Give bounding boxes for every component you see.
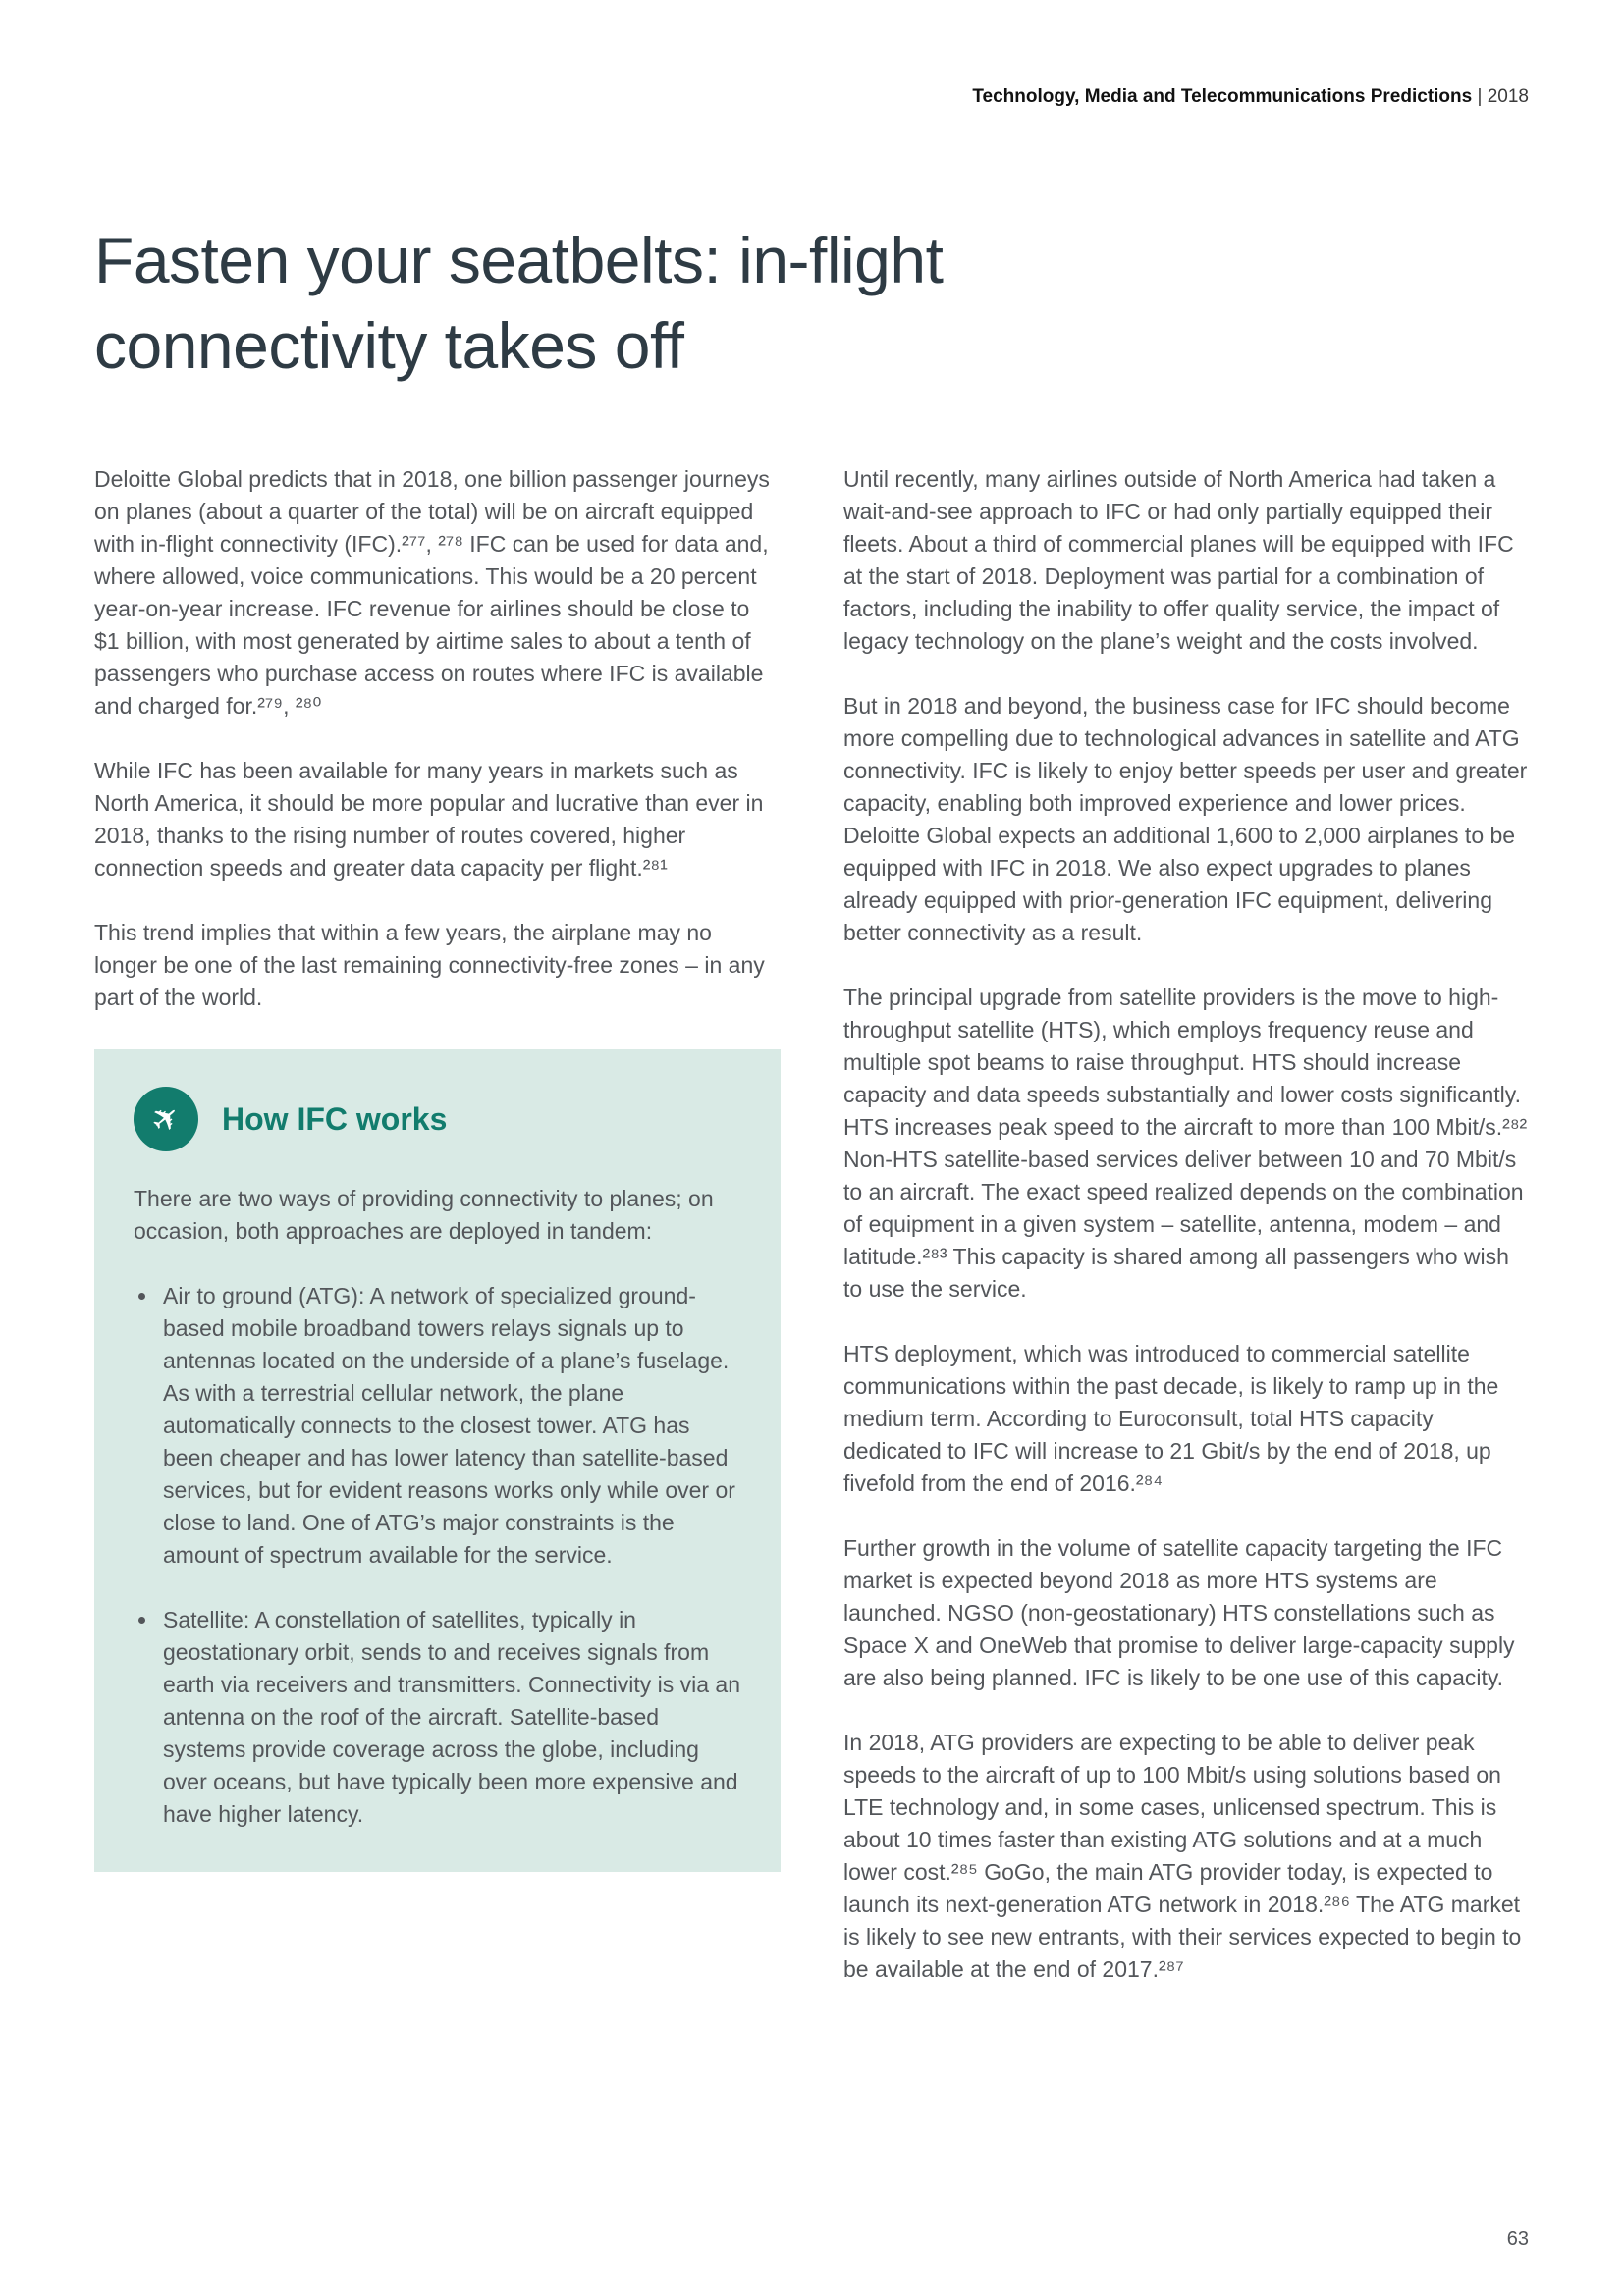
airplane-icon: ✈ bbox=[134, 1087, 198, 1151]
header-separator: | bbox=[1477, 86, 1483, 107]
paragraph: HTS deployment, which was introduced to commercial satellite communications within the past decade, is likely to ramp up in the medium term. According to Euroconsult, total HTS capacity dedicated to IFC will increase to 21 Gbit/s by the end of 2018, up fivefold from the end of 2016.²⁸⁴ bbox=[843, 1341, 1499, 1497]
report-year: 2018 bbox=[1487, 86, 1529, 107]
paragraph: But in 2018 and beyond, the business case for IFC should become more compelling due to technological advances in satellite and ATG connectivity. IFC is likely to enjoy better speeds per user and greater capacity, enabling both improved experience and lower prices. Deloitte Global expects an additional 1,600 to 2,000 airplanes to be equipped with IFC in 2018. We also expect upgrades to planes already equipped with prior-generation IFC equipment, delivering better connectivity as a result. bbox=[843, 693, 1528, 946]
article-title-line-2: connectivity takes off bbox=[94, 309, 684, 383]
paragraph: Deloitte Global predicts that in 2018, one billion passenger journeys on planes (about a quarter of the total) will be on aircraft equipped with in-flight connectivity (IFC).²⁷⁷, ²⁷⁸ IFC can be used for data and, where allowed, voice communications. This would be a 20 percent year-on-year increase. IFC revenue for airlines should be close to $1 billion, with most generated by airtime sales to about a tenth of passengers who purchase access on routes where IFC is available and charged for.²⁷⁹, ²⁸⁰ bbox=[94, 466, 770, 720]
bullet-item-atg: • Air to ground (ATG): A network of specialized ground-based mobile broadband towers relays signals up to antennas located on the underside of a plane’s fuselage. As with a terrestrial cellular network, the plane automatically connects to the closest tower. ATG has been cheaper and has lower latency than satellite-based services, but for evident reasons works only while over or close to land. One of ATG’s major constraints is the amount of spectrum available for the service. bbox=[159, 1280, 741, 1572]
paragraph: In 2018, ATG providers are expecting to be able to deliver peak speeds to the aircraft of up to 100 Mbit/s using solutions based on LTE technology and, in some cases, unlicensed spectrum. This is about 10 times faster than existing ATG solutions and at a much lower cost.²⁸⁵ GoGo, the main ATG provider today, is expected to launch its next-generation ATG network in 2018.²⁸⁶ The ATG market is likely to see new entrants, with their services expected to begin to be available at the end of 2017.²⁸⁷ bbox=[843, 1730, 1522, 1983]
paragraph: While IFC has been available for many years in markets such as North America, it should be more popular and lucrative than ever in 2018, thanks to the rising number of routes covered, higher connection speeds and greater data capacity per flight.²⁸¹ bbox=[94, 758, 764, 881]
page-header bbox=[972, 86, 1529, 108]
paragraph: Until recently, many airlines outside of North America had taken a wait-and-see approach to IFC or had only partially equipped their fleets. About a third of commercial planes will be equipped with IFC at the start of 2018. Deployment was partial for a combination of factors, including the inability to offer quality service, the impact of legacy technology on the plane’s weight and the costs involved. bbox=[843, 466, 1514, 655]
left-column bbox=[94, 463, 781, 2018]
how-ifc-works-box bbox=[94, 1049, 781, 1872]
box-heading: How IFC works bbox=[222, 1100, 448, 1137]
bullet-item-satellite: • Satellite: A constellation of satellites, typically in geostationary orbit, sends to and receives signals from earth via receivers and transmitters. Connectivity is via an antenna on the roof of the aircraft. Satellite-based systems provide coverage across the globe, including over oceans, but have typically been more expensive and have higher latency. bbox=[159, 1604, 741, 1831]
article-body bbox=[94, 463, 1530, 2018]
article-title bbox=[94, 0, 1530, 389]
paragraph: Further growth in the volume of satellite capacity targeting the IFC market is expected beyond 2018 as more HTS systems are launched. NGSO (non-geostationary) HTS constellations such as Space X and OneWeb that promise to deliver large-capacity supply are also being planned. IFC is likely to be one use of this capacity. bbox=[843, 1535, 1515, 1691]
box-bullet-list bbox=[134, 1280, 741, 1831]
box-intro: There are two ways of providing connectivity to planes; on occasion, both approaches are deployed in tandem: bbox=[134, 1186, 714, 1245]
paragraph: This trend implies that within a few years, the airplane may no longer be one of the last remaining connectivity-free zones – in any part of the world. bbox=[94, 920, 765, 1011]
report-title: Technology, Media and Telecommunications Predictions bbox=[972, 86, 1473, 107]
paragraph: The principal upgrade from satellite providers is the move to high-throughput satellite (HTS), which employs frequency reuse and multiple spot beams to raise throughput. HTS should increase capacity and data speeds substantially and lower costs significantly. HTS increases peak speed to the aircraft to more than 100 Mbit/s.²⁸² Non-HTS satellite-based services deliver between 10 and 70 Mbit/s to an aircraft. The exact speed realized depends on the combination of equipment in a given system – satellite, antenna, modem – and latitude.²⁸³ This capacity is shared among all passengers who wish to use the service. bbox=[843, 985, 1528, 1303]
right-column bbox=[843, 463, 1530, 2018]
article-title-line-1: Fasten your seatbelts: in-flight bbox=[94, 224, 944, 296]
callout-header bbox=[134, 1087, 741, 1151]
page-number: 63 bbox=[1506, 2228, 1529, 2250]
